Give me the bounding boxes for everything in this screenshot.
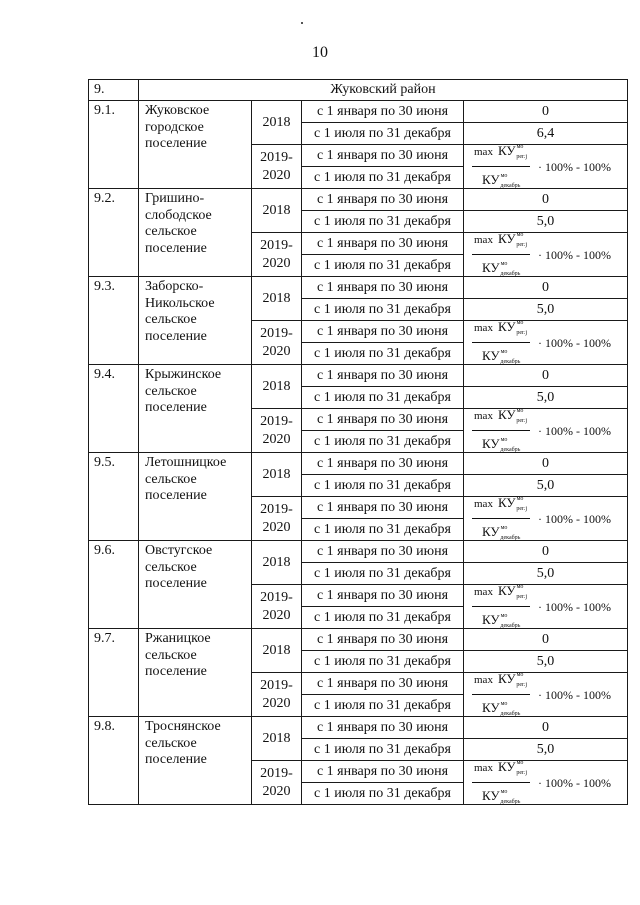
formula-denominator: $КУ^{мо}_{декабрь}$ bbox=[482, 612, 521, 629]
period-first-half: с 1 января по 30 июня bbox=[302, 541, 464, 563]
period-first-half: с 1 января по 30 июня bbox=[302, 761, 464, 783]
growth-formula bbox=[464, 319, 627, 365]
table-row bbox=[89, 541, 628, 563]
growth-formula bbox=[464, 143, 627, 189]
formula-fraction bbox=[472, 403, 530, 458]
value-2018-h2: 5,0 bbox=[464, 387, 628, 409]
formula-denominator: $КУ^{мо}_{декабрь}$ bbox=[482, 260, 521, 277]
formula-fraction bbox=[472, 227, 530, 282]
year-2019-2020: 2019-2020 bbox=[252, 233, 302, 277]
formula-multiplier: · 100% - 100% bbox=[538, 335, 611, 350]
year-2018: 2018 bbox=[252, 453, 302, 497]
value-2018-h1: 0 bbox=[464, 453, 628, 475]
formula-multiplier: · 100% - 100% bbox=[538, 599, 611, 614]
settlement-name: Гришино-слободское сельское поселение bbox=[139, 189, 252, 277]
period-first-half: с 1 января по 30 июня bbox=[302, 585, 464, 607]
period-first-half: с 1 января по 30 июня bbox=[302, 101, 464, 123]
period-first-half: с 1 января по 30 июня bbox=[302, 233, 464, 255]
formula-cell bbox=[464, 145, 628, 189]
period-second-half: с 1 июля по 31 декабря bbox=[302, 387, 464, 409]
formula-numerator: $\max КУ^{мо}_{рег.j}$ bbox=[472, 403, 530, 431]
table-row bbox=[89, 717, 628, 739]
scan-speck bbox=[301, 22, 303, 24]
region-title: Жуковский район bbox=[139, 80, 628, 101]
growth-formula bbox=[464, 495, 627, 541]
formula-denominator: $КУ^{мо}_{декабрь}$ bbox=[482, 348, 521, 365]
period-first-half: с 1 января по 30 июня bbox=[302, 453, 464, 475]
value-2018-h2: 5,0 bbox=[464, 563, 628, 585]
row-number: 9.3. bbox=[89, 277, 139, 365]
period-second-half: с 1 июля по 31 декабря bbox=[302, 123, 464, 145]
formula-numerator: $\max КУ^{мо}_{рег.j}$ bbox=[472, 579, 530, 607]
row-number: 9.8. bbox=[89, 717, 139, 805]
period-second-half: с 1 июля по 31 декабря bbox=[302, 167, 464, 189]
formula-numerator: $\max КУ^{мо}_{рег.j}$ bbox=[472, 491, 530, 519]
growth-formula bbox=[464, 583, 627, 629]
formula-multiplier: · 100% - 100% bbox=[538, 247, 611, 262]
table-row bbox=[89, 277, 628, 299]
page-number: 10 bbox=[312, 44, 328, 61]
value-2018-h1: 0 bbox=[464, 629, 628, 651]
value-2018-h2: 6,4 bbox=[464, 123, 628, 145]
region-number: 9. bbox=[89, 80, 139, 101]
formula-cell bbox=[464, 761, 628, 805]
period-second-half: с 1 июля по 31 декабря bbox=[302, 695, 464, 717]
value-2018-h1: 0 bbox=[464, 365, 628, 387]
settlement-name: Заборско-Никольское сельское поселение bbox=[139, 277, 252, 365]
tariff-table bbox=[88, 79, 628, 805]
formula-multiplier: · 100% - 100% bbox=[538, 687, 611, 702]
table-row bbox=[89, 453, 628, 475]
year-2019-2020: 2019-2020 bbox=[252, 145, 302, 189]
formula-denominator: $КУ^{мо}_{декабрь}$ bbox=[482, 524, 521, 541]
value-2018-h1: 0 bbox=[464, 277, 628, 299]
period-second-half: с 1 июля по 31 декабря bbox=[302, 739, 464, 761]
value-2018-h2: 5,0 bbox=[464, 475, 628, 497]
formula-fraction bbox=[472, 755, 530, 810]
formula-cell bbox=[464, 321, 628, 365]
year-2018: 2018 bbox=[252, 277, 302, 321]
table-row bbox=[89, 101, 628, 123]
year-2019-2020: 2019-2020 bbox=[252, 761, 302, 805]
period-second-half: с 1 июля по 31 декабря bbox=[302, 651, 464, 673]
growth-formula bbox=[464, 671, 627, 717]
period-second-half: с 1 июля по 31 декабря bbox=[302, 299, 464, 321]
formula-cell bbox=[464, 233, 628, 277]
period-first-half: с 1 января по 30 июня bbox=[302, 321, 464, 343]
formula-fraction bbox=[472, 667, 530, 722]
period-second-half: с 1 июля по 31 декабря bbox=[302, 563, 464, 585]
formula-cell bbox=[464, 409, 628, 453]
formula-denominator: $КУ^{мо}_{декабрь}$ bbox=[482, 788, 521, 805]
year-2019-2020: 2019-2020 bbox=[252, 497, 302, 541]
period-second-half: с 1 июля по 31 декабря bbox=[302, 607, 464, 629]
year-2019-2020: 2019-2020 bbox=[252, 321, 302, 365]
value-2018-h2: 5,0 bbox=[464, 299, 628, 321]
period-second-half: с 1 июля по 31 декабря bbox=[302, 431, 464, 453]
table-row bbox=[89, 629, 628, 651]
year-2018: 2018 bbox=[252, 101, 302, 145]
row-number: 9.6. bbox=[89, 541, 139, 629]
period-first-half: с 1 января по 30 июня bbox=[302, 717, 464, 739]
formula-multiplier: · 100% - 100% bbox=[538, 159, 611, 174]
period-first-half: с 1 января по 30 июня bbox=[302, 145, 464, 167]
formula-numerator: $\max КУ^{мо}_{рег.j}$ bbox=[472, 755, 530, 783]
growth-formula bbox=[464, 759, 627, 805]
period-second-half: с 1 июля по 31 декабря bbox=[302, 519, 464, 541]
year-2019-2020: 2019-2020 bbox=[252, 409, 302, 453]
value-2018-h1: 0 bbox=[464, 101, 628, 123]
formula-multiplier: · 100% - 100% bbox=[538, 775, 611, 790]
formula-fraction bbox=[472, 579, 530, 634]
period-first-half: с 1 января по 30 июня bbox=[302, 629, 464, 651]
value-2018-h1: 0 bbox=[464, 717, 628, 739]
formula-cell bbox=[464, 673, 628, 717]
formula-fraction bbox=[472, 139, 530, 194]
value-2018-h2: 5,0 bbox=[464, 651, 628, 673]
period-first-half: с 1 января по 30 июня bbox=[302, 277, 464, 299]
period-first-half: с 1 января по 30 июня bbox=[302, 409, 464, 431]
growth-formula bbox=[464, 231, 627, 277]
row-number: 9.5. bbox=[89, 453, 139, 541]
year-2018: 2018 bbox=[252, 717, 302, 761]
formula-numerator: $\max КУ^{мо}_{рег.j}$ bbox=[472, 667, 530, 695]
settlement-name: Крыжинское сельское поселение bbox=[139, 365, 252, 453]
table-header-row bbox=[89, 80, 628, 101]
period-first-half: с 1 января по 30 июня bbox=[302, 365, 464, 387]
period-first-half: с 1 января по 30 июня bbox=[302, 673, 464, 695]
formula-denominator: $КУ^{мо}_{декабрь}$ bbox=[482, 172, 521, 189]
formula-fraction bbox=[472, 491, 530, 546]
period-second-half: с 1 июля по 31 декабря bbox=[302, 783, 464, 805]
period-first-half: с 1 января по 30 июня bbox=[302, 189, 464, 211]
year-2018: 2018 bbox=[252, 541, 302, 585]
table-row bbox=[89, 189, 628, 211]
formula-denominator: $КУ^{мо}_{декабрь}$ bbox=[482, 436, 521, 453]
row-number: 9.4. bbox=[89, 365, 139, 453]
growth-formula bbox=[464, 407, 627, 453]
period-second-half: с 1 июля по 31 декабря bbox=[302, 475, 464, 497]
year-2019-2020: 2019-2020 bbox=[252, 673, 302, 717]
period-second-half: с 1 июля по 31 декабря bbox=[302, 343, 464, 365]
formula-fraction bbox=[472, 315, 530, 370]
formula-numerator: $\max КУ^{мо}_{рег.j}$ bbox=[472, 227, 530, 255]
settlement-name: Троснянское сельское поселение bbox=[139, 717, 252, 805]
value-2018-h2: 5,0 bbox=[464, 211, 628, 233]
formula-numerator: $\max КУ^{мо}_{рег.j}$ bbox=[472, 315, 530, 343]
period-first-half: с 1 января по 30 июня bbox=[302, 497, 464, 519]
year-2018: 2018 bbox=[252, 365, 302, 409]
formula-cell bbox=[464, 497, 628, 541]
formula-numerator: $\max КУ^{мо}_{рег.j}$ bbox=[472, 139, 530, 167]
year-2019-2020: 2019-2020 bbox=[252, 585, 302, 629]
settlement-name: Ржаницкое сельское поселение bbox=[139, 629, 252, 717]
value-2018-h1: 0 bbox=[464, 189, 628, 211]
formula-denominator: $КУ^{мо}_{декабрь}$ bbox=[482, 700, 521, 717]
formula-cell bbox=[464, 585, 628, 629]
value-2018-h1: 0 bbox=[464, 541, 628, 563]
formula-multiplier: · 100% - 100% bbox=[538, 423, 611, 438]
settlement-name: Жуковское городское поселение bbox=[139, 101, 252, 189]
row-number: 9.2. bbox=[89, 189, 139, 277]
year-2018: 2018 bbox=[252, 189, 302, 233]
year-2018: 2018 bbox=[252, 629, 302, 673]
row-number: 9.1. bbox=[89, 101, 139, 189]
value-2018-h2: 5,0 bbox=[464, 739, 628, 761]
settlement-name: Летошницкое сельское поселение bbox=[139, 453, 252, 541]
period-second-half: с 1 июля по 31 декабря bbox=[302, 255, 464, 277]
row-number: 9.7. bbox=[89, 629, 139, 717]
formula-multiplier: · 100% - 100% bbox=[538, 511, 611, 526]
period-second-half: с 1 июля по 31 декабря bbox=[302, 211, 464, 233]
table-row bbox=[89, 365, 628, 387]
settlement-name: Овстугское сельское поселение bbox=[139, 541, 252, 629]
